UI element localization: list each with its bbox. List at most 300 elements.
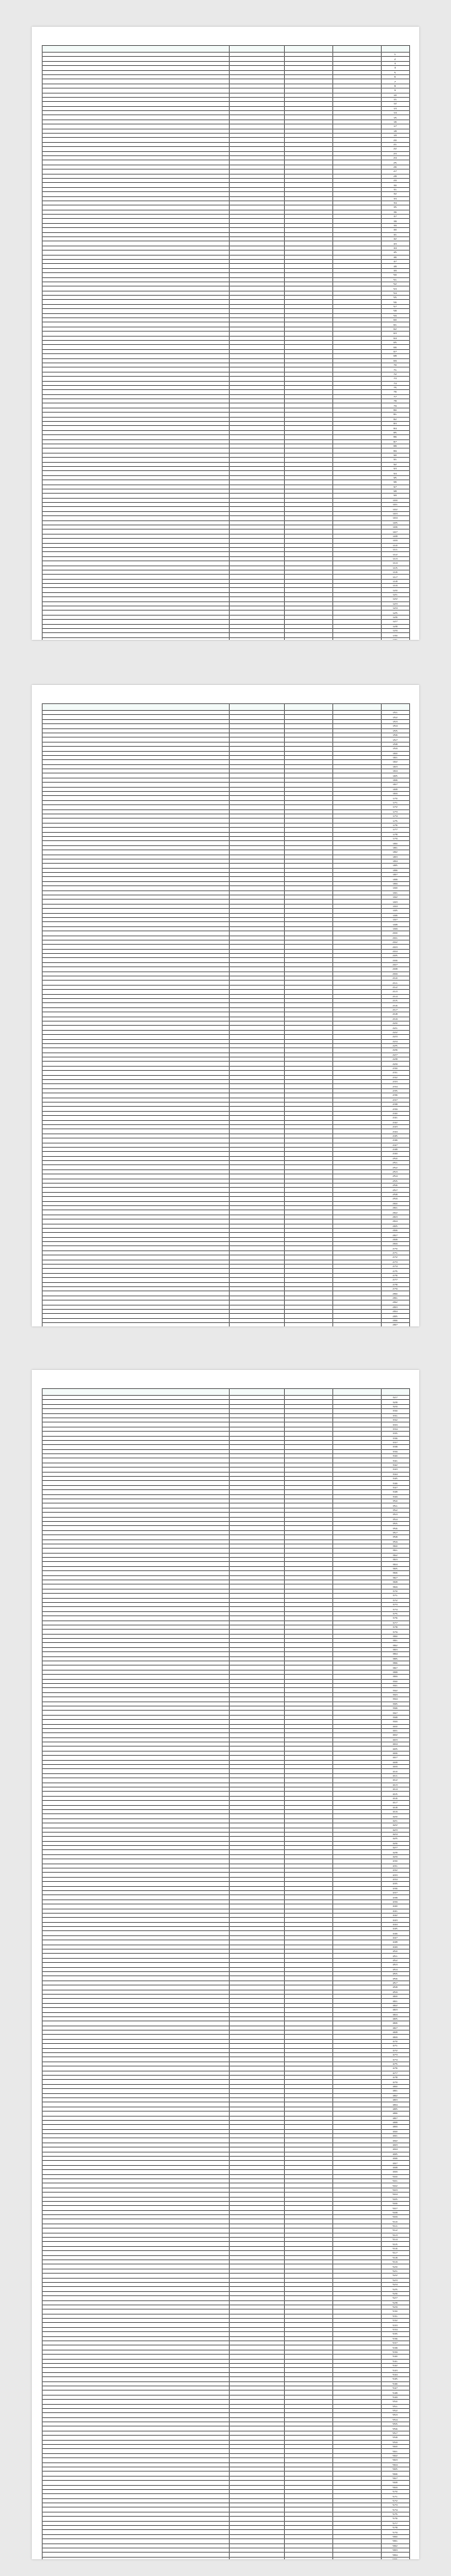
row-number-cell: 539 <box>381 2350 409 2354</box>
row-number-cell: 122 <box>381 597 409 601</box>
row-number-cell: 184 <box>381 859 409 863</box>
row-number-cell: 61 <box>381 322 409 327</box>
row-number-cell: 43 <box>381 241 409 246</box>
row-number-cell: 213 <box>381 990 409 994</box>
row-number-cell: 216 <box>381 1003 409 1007</box>
row-number-cell: 502 <box>381 2183 409 2188</box>
row-number-cell: 34 <box>381 200 409 205</box>
row-number-cell: 226 <box>381 1048 409 1052</box>
row-number-cell: 207 <box>381 962 409 966</box>
row-number-cell: 160 <box>381 751 409 755</box>
row-number-cell: 335 <box>381 1432 409 1436</box>
row-number-cell: 380 <box>381 1634 409 1638</box>
department-cell <box>284 637 332 640</box>
row-number-cell: 40 <box>381 228 409 232</box>
row-number-cell: 563 <box>381 2458 409 2462</box>
row-number-cell: 471 <box>381 2044 409 2048</box>
row-number-cell: 523 <box>381 2278 409 2282</box>
dates-cell <box>229 2557 284 2559</box>
row-number-cell: 219 <box>381 1017 409 1021</box>
row-number-cell: 250 <box>381 1156 409 1160</box>
row-number-cell: 352 <box>381 1508 409 1512</box>
row-number-cell: 56 <box>381 300 409 304</box>
row-number-cell: 29 <box>381 178 409 182</box>
row-number-cell: 272 <box>381 1255 409 1260</box>
row-number-cell: 429 <box>381 1854 409 1858</box>
row-number-cell: 178 <box>381 832 409 836</box>
row-number-cell: 30 <box>381 183 409 187</box>
row-number-cell: 498 <box>381 2165 409 2169</box>
row-number-cell: 107 <box>381 530 409 534</box>
row-number-cell: 127 <box>381 620 409 624</box>
row-number-cell: 58 <box>381 309 409 313</box>
row-number-cell: 531 <box>381 2314 409 2318</box>
row-number-cell: 222 <box>381 1030 409 1034</box>
row-number-cell: 470 <box>381 2039 409 2043</box>
row-number-cell: 478 <box>381 2075 409 2079</box>
row-number-cell: 330 <box>381 1409 409 1413</box>
row-number-cell: 513 <box>381 2233 409 2237</box>
row-number-cell: 230 <box>381 1066 409 1070</box>
row-number-cell: 23 <box>381 151 409 155</box>
row-number-cell: 584 <box>381 2553 409 2557</box>
row-number-cell: 412 <box>381 1778 409 1782</box>
row-number-cell: 157 <box>381 738 409 742</box>
row-number-cell: 562 <box>381 2453 409 2457</box>
row-number-cell: 583 <box>381 2548 409 2553</box>
row-number-cell: 487 <box>381 2116 409 2120</box>
row-number-cell: 85 <box>381 430 409 434</box>
row-number-cell: 201 <box>381 936 409 940</box>
row-number-cell: 244 <box>381 1129 409 1133</box>
row-number-cell: 557 <box>381 2431 409 2435</box>
row-number-cell: 345 <box>381 1477 409 1481</box>
row-number-cell: 13 <box>381 106 409 110</box>
row-number-cell: 71 <box>381 368 409 372</box>
row-number-cell: 278 <box>381 1282 409 1286</box>
row-number-cell: 375 <box>381 1611 409 1615</box>
row-number-cell: 354 <box>381 1517 409 1521</box>
row-number-cell: 388 <box>381 1670 409 1674</box>
row-number-cell: 81 <box>381 413 409 417</box>
row-number-cell: 395 <box>381 1701 409 1706</box>
row-number-cell: 68 <box>381 354 409 358</box>
row-number-cell: 484 <box>381 2102 409 2107</box>
row-number-cell: 215 <box>381 999 409 1003</box>
row-number-cell: 1 <box>381 53 409 57</box>
row-number-cell: 195 <box>381 909 409 913</box>
row-number-cell: 6 <box>381 74 409 79</box>
row-number-cell: 183 <box>381 854 409 859</box>
row-number-cell: 102 <box>381 507 409 511</box>
row-number-cell: 282 <box>381 1301 409 1305</box>
row-number-cell: 237 <box>381 1098 409 1102</box>
row-number-cell: 209 <box>381 971 409 976</box>
row-number-cell: 515 <box>381 2242 409 2246</box>
row-number-cell: 164 <box>381 769 409 773</box>
row-number-cell: 217 <box>381 1007 409 1012</box>
row-number-cell: 430 <box>381 1859 409 1864</box>
row-number-cell: 89 <box>381 449 409 453</box>
row-number-cell: 279 <box>381 1287 409 1291</box>
row-number-cell: 257 <box>381 1188 409 1192</box>
row-number-cell: 551 <box>381 2404 409 2408</box>
row-number-cell: 521 <box>381 2269 409 2273</box>
row-number-cell: 159 <box>381 747 409 751</box>
header-dates <box>229 704 284 711</box>
row-number-cell: 96 <box>381 480 409 484</box>
row-number-cell: 37 <box>381 215 409 219</box>
row-number-cell: 548 <box>381 2391 409 2395</box>
row-number-cell: 234 <box>381 1084 409 1088</box>
row-number-cell: 83 <box>381 422 409 426</box>
row-number-cell: 582 <box>381 2543 409 2548</box>
row-number-cell: 284 <box>381 1309 409 1313</box>
row-number-cell: 510 <box>381 2219 409 2224</box>
row-number-cell: 508 <box>381 2210 409 2214</box>
row-number-cell: 171 <box>381 800 409 804</box>
row-number-cell: 224 <box>381 1039 409 1043</box>
row-number-cell: 93 <box>381 466 409 470</box>
row-number-cell: 176 <box>381 823 409 827</box>
row-number-cell: 569 <box>381 2485 409 2489</box>
table-header-row <box>42 1389 409 1396</box>
row-number-cell: 465 <box>381 2016 409 2021</box>
row-number-cell: 155 <box>381 728 409 733</box>
row-number-cell: 336 <box>381 1436 409 1440</box>
schedule-table <box>42 703 410 1326</box>
row-number-cell: 246 <box>381 1138 409 1143</box>
row-number-cell: 189 <box>381 881 409 885</box>
row-number-cell: 408 <box>381 1760 409 1764</box>
row-number-cell: 554 <box>381 2417 409 2421</box>
row-number-cell: 111 <box>381 547 409 551</box>
row-number-cell: 486 <box>381 2112 409 2116</box>
row-number-cell: 236 <box>381 1093 409 1098</box>
row-number-cell: 271 <box>381 1250 409 1255</box>
row-number-cell: 426 <box>381 1841 409 1845</box>
department-cell <box>284 1323 332 1326</box>
row-number-cell: 396 <box>381 1706 409 1710</box>
city-cell <box>332 1323 381 1326</box>
document-page-2 <box>32 685 419 1326</box>
row-number-cell: 357 <box>381 1530 409 1534</box>
row-number-cell: 177 <box>381 828 409 832</box>
row-number-cell: 256 <box>381 1184 409 1188</box>
row-number-cell: 60 <box>381 318 409 322</box>
row-number-cell: 126 <box>381 615 409 619</box>
row-number-cell: 383 <box>381 1647 409 1651</box>
row-number-cell: 360 <box>381 1544 409 1548</box>
row-number-cell: 20 <box>381 138 409 142</box>
row-number-cell: 443 <box>381 1918 409 1922</box>
row-number-cell: 90 <box>381 453 409 457</box>
row-number-cell: 258 <box>381 1192 409 1196</box>
row-number-cell: 575 <box>381 2512 409 2516</box>
row-number-cell: 130 <box>381 633 409 637</box>
row-number-cell: 518 <box>381 2255 409 2259</box>
row-number-cell: 59 <box>381 313 409 317</box>
row-number-cell: 124 <box>381 606 409 611</box>
row-number-cell: 544 <box>381 2372 409 2376</box>
row-number-cell: 407 <box>381 1756 409 1760</box>
row-number-cell: 573 <box>381 2503 409 2508</box>
row-number-cell: 167 <box>381 783 409 787</box>
row-number-cell: 199 <box>381 926 409 931</box>
row-number-cell: 580 <box>381 2534 409 2538</box>
row-number-cell: 179 <box>381 836 409 840</box>
row-number-cell: 555 <box>381 2422 409 2426</box>
row-number-cell: 14 <box>381 111 409 115</box>
row-number-cell: 66 <box>381 345 409 349</box>
row-number-cell: 418 <box>381 1805 409 1809</box>
row-number-cell: 501 <box>381 2178 409 2183</box>
row-number-cell: 254 <box>381 1174 409 1179</box>
row-number-cell: 328 <box>381 1400 409 1404</box>
row-number-cell: 249 <box>381 1152 409 1156</box>
row-number-cell: 190 <box>381 886 409 890</box>
row-number-cell: 467 <box>381 2026 409 2030</box>
row-number-cell: 456 <box>381 1976 409 1980</box>
row-number-cell: 365 <box>381 1566 409 1570</box>
row-number-cell: 22 <box>381 147 409 151</box>
row-number-cell: 450 <box>381 1950 409 1954</box>
row-number-cell: 8 <box>381 84 409 88</box>
row-number-cell: 77 <box>381 394 409 398</box>
row-number-cell: 519 <box>381 2260 409 2264</box>
row-number-cell: 3 <box>381 61 409 65</box>
row-number-cell: 120 <box>381 588 409 592</box>
row-number-cell: 25 <box>381 160 409 165</box>
row-number-cell: 69 <box>381 358 409 363</box>
row-number-cell: 552 <box>381 2408 409 2412</box>
row-number-cell: 558 <box>381 2436 409 2440</box>
row-number-cell: 394 <box>381 1697 409 1701</box>
row-number-cell: 95 <box>381 475 409 479</box>
row-number-cell: 461 <box>381 1999 409 2003</box>
row-number-cell: 454 <box>381 1967 409 1971</box>
row-number-cell: 402 <box>381 1733 409 1737</box>
row-number-cell: 565 <box>381 2467 409 2471</box>
row-number-cell: 38 <box>381 219 409 223</box>
row-number-cell: 344 <box>381 1472 409 1476</box>
row-number-cell: 522 <box>381 2274 409 2278</box>
row-number-cell: 42 <box>381 237 409 241</box>
row-number-cell: 331 <box>381 1413 409 1417</box>
row-number-cell: 50 <box>381 273 409 277</box>
row-number-cell: 503 <box>381 2188 409 2192</box>
program-cell <box>42 2557 229 2559</box>
row-number-cell: 188 <box>381 877 409 881</box>
row-number-cell: 245 <box>381 1133 409 1138</box>
row-number-cell: 239 <box>381 1107 409 1111</box>
row-number-cell: 269 <box>381 1242 409 1246</box>
row-number-cell: 218 <box>381 1012 409 1017</box>
row-number-cell: 488 <box>381 2120 409 2124</box>
row-number-cell: 564 <box>381 2462 409 2467</box>
row-number-cell: 15 <box>381 115 409 119</box>
row-number-cell: 19 <box>381 134 409 138</box>
row-number-cell: 535 <box>381 2332 409 2336</box>
row-number-cell: 285 <box>381 1314 409 1318</box>
document-page-3 <box>32 1370 419 2559</box>
row-number-cell: 247 <box>381 1143 409 1147</box>
row-number-cell: 112 <box>381 552 409 556</box>
row-number-cell: 228 <box>381 1057 409 1062</box>
row-number-cell: 274 <box>381 1265 409 1269</box>
row-number-cell: 24 <box>381 155 409 160</box>
row-number-cell: 460 <box>381 1994 409 1998</box>
row-number-cell: 397 <box>381 1711 409 1715</box>
row-number-cell: 113 <box>381 556 409 560</box>
row-number-cell: 437 <box>381 1890 409 1894</box>
schedule-table <box>42 1388 410 2559</box>
row-number-cell: 431 <box>381 1864 409 1868</box>
row-number-cell: 568 <box>381 2481 409 2485</box>
row-number-cell: 530 <box>381 2310 409 2314</box>
row-number-cell: 198 <box>381 922 409 926</box>
row-number-cell: 48 <box>381 264 409 268</box>
row-number-cell: 87 <box>381 439 409 444</box>
row-number-cell: 248 <box>381 1147 409 1151</box>
row-number-cell: 485 <box>381 2107 409 2111</box>
row-number-cell: 210 <box>381 976 409 981</box>
row-number-cell: 540 <box>381 2355 409 2359</box>
header-department <box>284 704 332 711</box>
row-number-cell: 359 <box>381 1539 409 1544</box>
row-number-cell: 411 <box>381 1773 409 1777</box>
row-number-cell: 415 <box>381 1792 409 1796</box>
row-number-cell: 33 <box>381 196 409 200</box>
row-number-cell: 543 <box>381 2368 409 2372</box>
program-cell <box>42 1323 229 1326</box>
row-number-cell: 10 <box>381 93 409 97</box>
row-number-cell: 493 <box>381 2142 409 2147</box>
city-cell <box>332 637 381 640</box>
row-number-cell: 47 <box>381 259 409 263</box>
row-number-cell: 473 <box>381 2053 409 2057</box>
row-number-cell: 84 <box>381 426 409 430</box>
row-number-cell: 262 <box>381 1210 409 1214</box>
row-number-cell: 229 <box>381 1062 409 1066</box>
row-number-cell: 577 <box>381 2521 409 2525</box>
row-number-cell: 51 <box>381 277 409 281</box>
row-number-cell: 106 <box>381 525 409 530</box>
row-number-cell: 166 <box>381 778 409 782</box>
row-number-cell: 398 <box>381 1715 409 1719</box>
row-number-cell: 265 <box>381 1224 409 1228</box>
row-number-cell: 391 <box>381 1684 409 1688</box>
row-number-cell: 372 <box>381 1598 409 1602</box>
table-header-row <box>42 46 409 53</box>
row-number-cell: 403 <box>381 1737 409 1742</box>
row-number-cell: 476 <box>381 2066 409 2071</box>
row-number-cell: 108 <box>381 534 409 538</box>
row-number-cell: 363 <box>381 1558 409 1562</box>
row-number-cell: 348 <box>381 1490 409 1494</box>
row-number-cell: 390 <box>381 1679 409 1683</box>
row-number-cell: 500 <box>381 2174 409 2178</box>
row-number-cell: 28 <box>381 174 409 178</box>
row-number-cell: 534 <box>381 2327 409 2331</box>
row-number-cell: 72 <box>381 372 409 376</box>
row-number-cell: 11 <box>381 97 409 101</box>
table-header-row <box>42 704 409 711</box>
row-number-cell: 567 <box>381 2476 409 2480</box>
row-number-cell: 490 <box>381 2129 409 2133</box>
row-number-cell: 541 <box>381 2359 409 2363</box>
row-number-cell: 64 <box>381 336 409 340</box>
row-number-cell: 466 <box>381 2021 409 2026</box>
row-number-cell: 327 <box>381 1396 409 1400</box>
row-number-cell: 154 <box>381 724 409 728</box>
row-number-cell: 578 <box>381 2526 409 2530</box>
row-number-cell: 364 <box>381 1562 409 1566</box>
row-number-cell: 286 <box>381 1318 409 1322</box>
row-number-cell: 362 <box>381 1553 409 1557</box>
row-number-cell: 387 <box>381 1666 409 1670</box>
row-number-cell: 339 <box>381 1449 409 1453</box>
row-number-cell: 421 <box>381 1818 409 1823</box>
row-number-cell: 561 <box>381 2449 409 2453</box>
row-number-cell: 197 <box>381 917 409 921</box>
row-number-cell: 422 <box>381 1823 409 1828</box>
row-number-cell: 21 <box>381 142 409 146</box>
row-number-cell: 480 <box>381 2084 409 2088</box>
document-page-1 <box>32 27 419 640</box>
header-program <box>42 1389 229 1396</box>
row-number-cell: 7 <box>381 79 409 84</box>
row-number-cell: 94 <box>381 471 409 475</box>
row-number-cell: 384 <box>381 1652 409 1656</box>
row-number-cell: 115 <box>381 565 409 570</box>
row-number-cell: 242 <box>381 1120 409 1124</box>
row-number-cell: 238 <box>381 1102 409 1106</box>
row-number-cell: 381 <box>381 1639 409 1643</box>
row-number-cell: 123 <box>381 601 409 606</box>
row-number-cell: 9 <box>381 89 409 93</box>
header-department <box>284 46 332 53</box>
row-number-cell: 341 <box>381 1458 409 1463</box>
row-number-cell: 233 <box>381 1080 409 1084</box>
row-number-cell: 338 <box>381 1445 409 1449</box>
row-number-cell: 27 <box>381 170 409 174</box>
row-number-cell: 492 <box>381 2138 409 2142</box>
row-number-cell: 173 <box>381 809 409 814</box>
row-number-cell: 334 <box>381 1427 409 1431</box>
row-number-cell: 109 <box>381 539 409 543</box>
row-number-cell: 223 <box>381 1035 409 1039</box>
row-number-cell: 41 <box>381 232 409 236</box>
row-number-cell: 537 <box>381 2341 409 2345</box>
row-number-cell: 46 <box>381 255 409 259</box>
row-number-cell: 118 <box>381 579 409 583</box>
row-number-cell: 275 <box>381 1269 409 1273</box>
row-number-cell: 200 <box>381 931 409 936</box>
row-number-cell: 165 <box>381 773 409 778</box>
row-number-cell: 496 <box>381 2157 409 2161</box>
row-number-cell: 571 <box>381 2494 409 2498</box>
program-cell <box>42 637 229 640</box>
row-number-cell: 385 <box>381 1656 409 1661</box>
row-number-cell: 26 <box>381 165 409 169</box>
row-number-cell: 507 <box>381 2206 409 2210</box>
row-number-cell: 175 <box>381 819 409 823</box>
row-number-cell: 512 <box>381 2229 409 2233</box>
row-number-cell: 509 <box>381 2215 409 2219</box>
row-number-cell: 225 <box>381 1043 409 1047</box>
row-number-cell: 67 <box>381 349 409 353</box>
